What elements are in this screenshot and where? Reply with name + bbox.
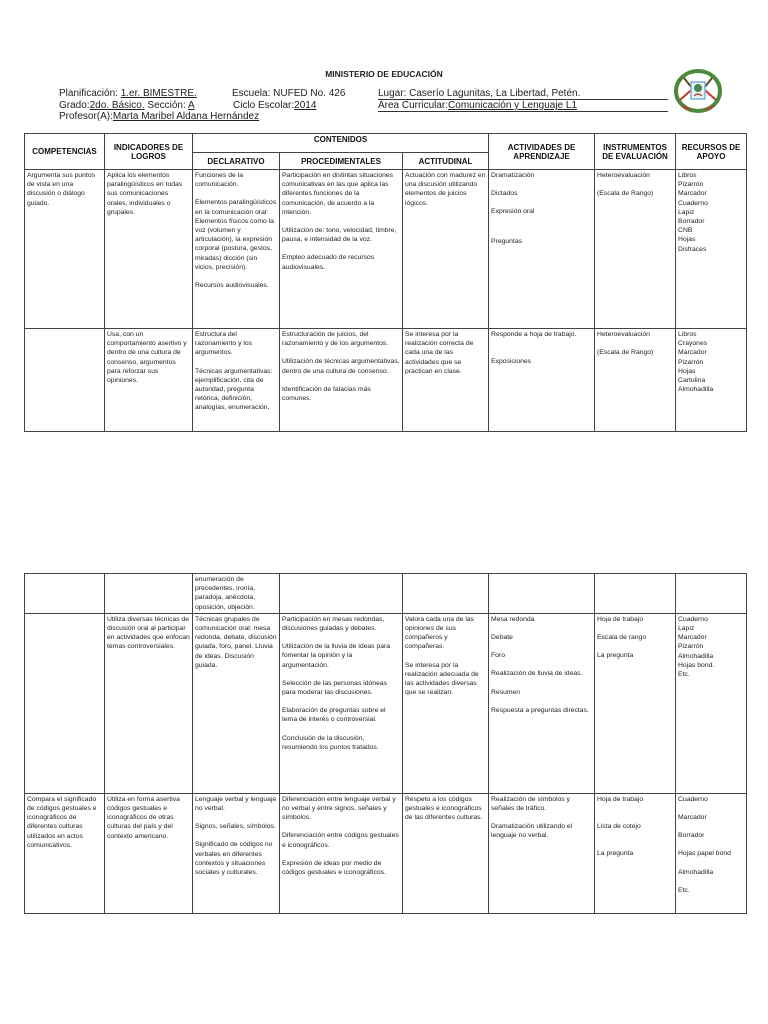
lugar-line [378,88,580,99]
actividad-item: Debate [491,634,513,642]
grado-line [59,100,195,111]
declarativo-item: Significado de códigos no verbales en diferentes contextos y situaciones sociales y culturales. [195,841,273,877]
declarativo-item: Lenguaje verbal y lenguaje no verbal. [195,795,277,813]
procedimental-item: Conclusión de la discusión, resumiendo los puntos tratados. [282,734,379,751]
indicador-cell: Utiliza en forma asertiva códigos gestuales e iconográficos de otras culturas del país y del contexto americano. [107,795,180,840]
instrumento-item: Lista de cotejo [597,823,641,831]
header-recursos: RECURSOS DE APOYO [676,134,747,170]
planificacion-label: Planificación: [59,88,118,99]
instrumento-item: Hoja de trabajo [597,795,644,803]
seccion-value: A [188,100,195,111]
procedimental-item: Diferenciación entre códigos gestuales e iconográficos. [282,832,399,849]
declarativo-item: Signos, señales, símbolos. [195,823,276,831]
escuela-label: Escuela: [232,88,271,99]
header-competencias: COMPETENCIAS [25,134,105,170]
declarativo-item: Técnicas grupales de comunicación oral: mesa redonda, debate, discusión guiada, foro, panel. Lluvia de ideas. Discusión guiada. [195,615,277,669]
recurso-item: Hojas papel bond [678,850,731,858]
procedimental-item: Expresión de ideas por medio de códigos gestuales e iconográficos. [282,859,386,877]
competencia-cell: Compara el significado de códigos gestuales e iconográficos de diferentes culturas utilizados en actos comunicativos. [27,795,97,849]
competencia-cell: Argumenta sus puntos de vista en una discusión o diálogo guiado. [27,172,96,207]
procedimental-item: Elaboración de preguntas sobre el tema de interés o controversial. [282,707,386,724]
instrumento-item: La pregunta [597,850,634,858]
planificacion-line [59,88,197,99]
lugar-label: Lugar: [378,88,407,99]
indicador-cell: Aplica los elementos paralingüísticos en todas sus comunicaciones orales, individuales o grupales. [107,172,183,216]
table-row [25,613,747,793]
planificacion-value: 1.er. BIMESTRE. [120,88,197,99]
table-row [25,574,747,614]
procedimental-item: Participación en distintas situaciones comunicativas en las que aplica las diferentes funciones de la comunicación, de acuerdo a la intención. [282,172,394,216]
actitudinal-item: Respeto a los códigos gestuales e iconográficos de las diferentes culturas. [405,795,483,822]
declarativo-item: Funciones de la comunicación. [195,172,243,189]
declarativo-item: Elementos paralingüísticos en la comunicación oral: Elementos físicos como la voz (volumen y articulación), la expresión corporal (postura, gestos, miradas) dicción (sin vicios, precisión). [195,199,277,271]
procedimental-item: Selección de las personas idóneas para moderar las discusiones. [282,679,388,697]
header-declarativo: DECLARATIVO [193,153,280,170]
procedimental-item: Utilización de: tono, velocidad, timbre, pausa, e intensidad de la voz. [282,227,397,244]
actividad-item: Preguntas [491,237,523,245]
profesor-line [59,111,259,122]
grado-label: Grado: [59,100,90,111]
procedimental-item: Empleo adecuado de recursos audiovisuales. [282,254,375,271]
instrumento-item: Escala de rango [597,634,647,642]
procedimental-item: Diferenciación entre lenguaje verbal y no verbal y entre signos, señales y símbolos. [282,795,396,822]
actividad-item: Respuesta a preguntas directas. [491,706,589,714]
actividad-item: Mesa redonda [491,615,535,623]
actividad-item: Dramatización utilizando el lenguaje no verbal. [491,823,573,840]
header-indicadores: INDICADORES DE LOGROS [105,134,193,170]
recursos-cell: Libros Crayones Marcador Pizarrón Hojas Cartulina Almohadilla [678,331,714,394]
header-actitudinal: ACTITUDINAL [403,153,489,170]
profesor-label: Profesor(A): [59,111,113,122]
ciclo-value: 2014 [294,100,317,111]
declarativo-item: Recursos audiovisuales. [195,282,269,290]
instrumento-item: Heteroevaluación [597,331,650,338]
actividad-item: Expresión oral [491,208,535,216]
table-row [25,170,747,329]
planning-table-page1 [24,133,747,432]
seccion-label: Sección: [147,100,186,111]
instrumento-item: (Escala de Rango) [597,190,654,198]
actitudinal-item: Se interesa por la realización adecuada de las actividades diversas que se realizan. [405,661,479,697]
actividad-item: Realización de lluvia de ideas. [491,670,583,678]
instrumento-item: Heteroevaluación [597,172,650,179]
area-label: Área Curricular: [378,100,449,111]
header-contenidos: CONTENIDOS [193,134,489,153]
actividad-item: Foro [491,652,505,660]
recurso-item: Borrador [678,832,705,840]
header-procedimentales: PROCEDIMENTALES [280,153,403,170]
procedimental-item: Participación en mesas redondas, discusiones guiadas y debates. [282,615,385,633]
area-value: Comunicación y Lenguaje L1 [448,100,578,111]
table-row [25,329,747,432]
lugar-value: Caserío Lagunitas, La Libertad, Petén. [409,88,581,99]
declarativo-item: enumeración de precedentes, ironía, paradoja, anécdota, oposición, objeción. [195,576,256,611]
header-actividades: ACTIVIDADES DE APRENDIZAJE [489,134,595,170]
procedimental-item: Utilización de técnicas argumentativas, dentro de una cultura de consenso. [282,358,400,375]
instrumento-item: (Escala de Rango) [597,349,654,357]
actividad-item: Realización de símbolos y señales de tráfico. [491,795,570,813]
actividad-item: Responde a hoja de trabajo. [491,331,577,338]
instrumento-item: La pregunta [597,652,634,660]
actitudinal-item: Se interesa por la realización correcta de cada una de las actividades que se practican en clase. [405,331,474,375]
actitudinal-item: Actuación con madurez en una discusión utilizando elementos de juicios lógicos. [405,172,486,207]
instrumento-item: Hoja de trabajo [597,615,644,623]
coat-of-arms-icon [672,64,724,116]
table-row [25,793,747,913]
recurso-item: Marcador [678,814,707,822]
area-line [378,100,577,111]
actitudinal-item: Valora cada una de las opiniones de sus compañeros y compañeras. [405,615,475,651]
recursos-cell: Cuaderno Lapiz Marcador Pizarrón Almohadilla Hojas bond. Etc. [678,615,715,679]
grado-value: 2do. Básico. [89,100,145,111]
declarativo-item: Técnicas argumentativas: ejemplificación, cita de autoridad, pregunta retórica, definición, analogías, enumeración, [195,367,273,412]
page-title: MINISTERIO DE EDUCACIÓN [325,69,443,79]
procedimental-item: Identificación de falacias más comunes. [282,385,371,403]
procedimental-item: Estructuración de juicios, del razonamiento y de los argumentos. [282,331,389,348]
recursos-cell: Libros Pizarrón Marcador Cuaderno Lapiz Borrador CNB Hojas Disfraces [678,172,708,253]
actividad-item: Exposiciones [491,358,532,366]
recurso-item: Etc. [678,886,690,894]
recurso-item: Almohadilla [678,868,714,876]
header-instrumentos: INSTRUMENTOS DE EVALUACIÓN [595,134,676,170]
actividad-item: Resumen [491,688,521,696]
ciclo-line [233,100,316,111]
indicador-cell: Usa, con un comportamiento asertivo y dentro de una cultura de consenso, argumentos para reforzar sus opiniones. [107,331,187,385]
profesor-value: Marta Maribel Aldana Hernández [112,111,260,122]
indicador-cell: Utiliza diversas técnicas de discusión oral al participar en actividades que enfocan temas controversiales. [107,615,190,651]
planning-table-page2 [24,573,747,914]
declarativo-item: Estructura del razonamiento y los argumentos. [195,331,253,357]
procedimental-item: Utilización de la lluvia de ideas para fomentar la opinión y la argumentación. [282,643,391,669]
recurso-item: Cuaderno [678,795,708,803]
actividad-item: Dramatización [491,172,535,179]
escuela-value: NUFED No. 426 [273,88,346,99]
ciclo-label: Ciclo Escolar: [233,100,295,111]
escuela-line [232,88,345,99]
actividad-item: Dictados [491,190,518,198]
